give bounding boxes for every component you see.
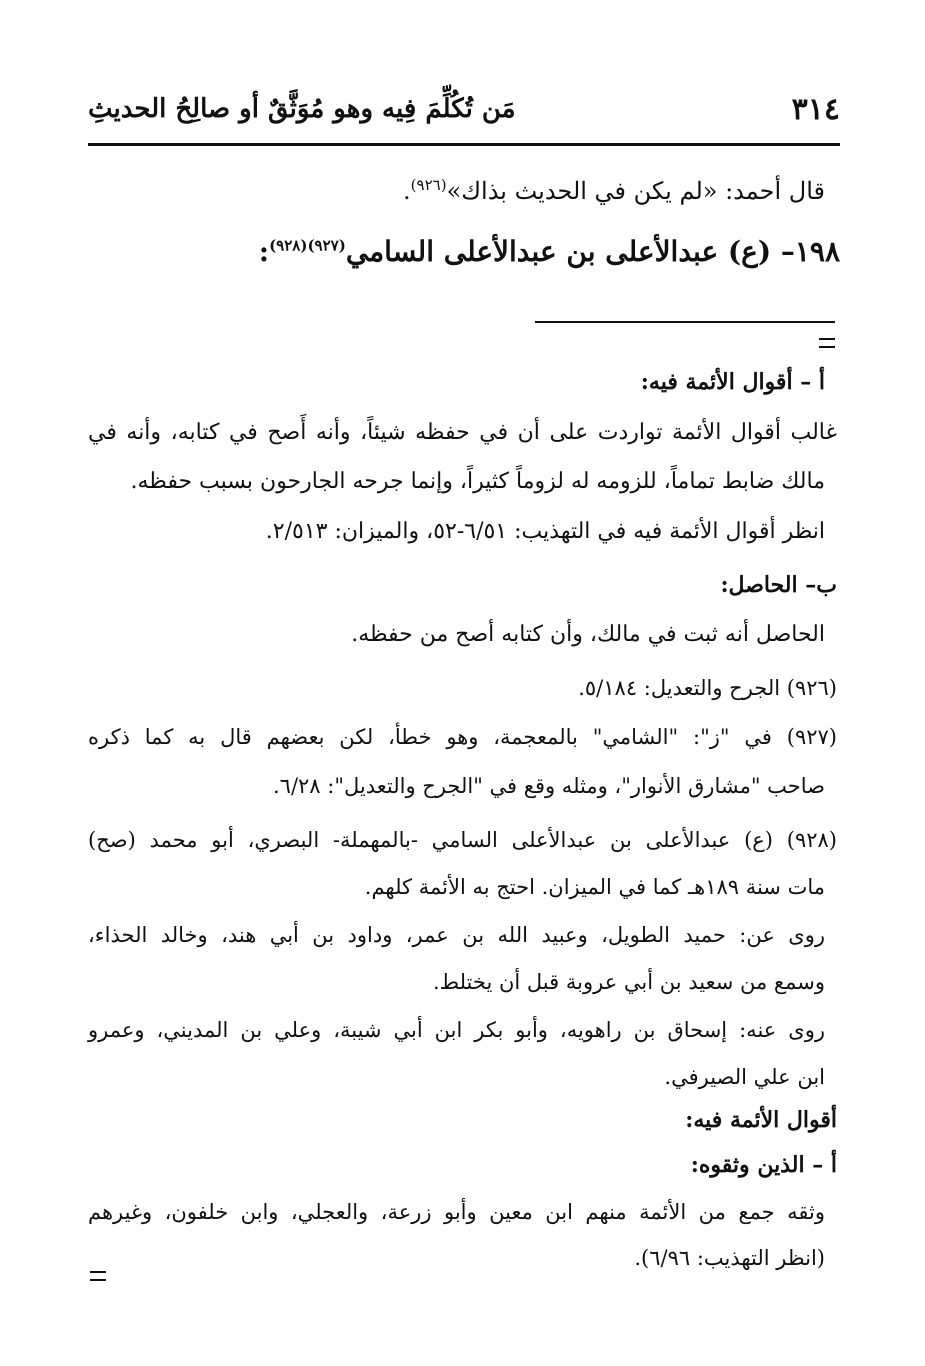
- footnote-927-line2: صاحب "مشارق الأنوار"، ومثله وقع في "الجرح والتعديل": ٦/٢٨.: [272, 774, 825, 798]
- footnote-separator: [535, 321, 835, 323]
- para1-line2: مالك ضابط تماماً، للزومه له لزوماً كثيراً، وإنما جرحه الجارحون بسبب حفظه.: [130, 469, 825, 494]
- para3-line2: (انظر التهذيب: ٦/٩٦).: [634, 1246, 825, 1270]
- footnote-928-line5: روى عنه: إسحاق بن راهويه، وأبو بكر ابن أبي شيبة، وعلي بن المديني، وعمرو: [88, 1018, 825, 1042]
- continuation-mark-top: [819, 338, 835, 348]
- para3-line1: وثقه جمع من الأئمة منهم ابن معين وأبو زرعة، والعجلي، وابن خلفون، وغيرهم: [88, 1200, 825, 1224]
- footnote-928-line3: روى عن: حميد الطويل، وعبيد الله بن عمر، وداود بن أبي هند، وخالد الحذاء،: [88, 923, 825, 947]
- header-rule: [88, 143, 840, 146]
- footnote-928-line6: ابن علي الصيرفي.: [664, 1065, 825, 1089]
- footnote-928-line1: (٩٢٨) (ع) عبدالأعلى بن عبدالأعلى السامي -بالمهملة- البصري، أبو محمد (صح): [88, 828, 837, 852]
- entry-heading-text: ١٩٨– (ع) عبدالأعلى بن عبدالأعلى السامي: [345, 235, 840, 268]
- footnote-928-line4: وسمع من سعيد بن أبي عروبة قبل أن يختلط.: [433, 970, 825, 994]
- heading-a: أ – أقوال الأئمة فيه:: [640, 369, 825, 395]
- entry-heading-end: :: [258, 235, 270, 268]
- footnote-926: (٩٢٦) الجرح والتعديل: ٥/١٨٤.: [578, 676, 837, 700]
- running-title: مَن تُكُلِّمَ فِيه وهو مُوَثَّقٌ أو صالِحُ الحديثِ: [88, 94, 516, 124]
- heading-d: أ – الذين وثقوه:: [690, 1152, 837, 1178]
- footnote-927-line1: (٩٢٧) في "ز": "الشامي" بالمعجمة، وهو خطأ، لكن بعضهم قال به كما ذكره: [88, 725, 837, 749]
- heading-c: أقوال الأئمة فيه:: [685, 1107, 837, 1133]
- entry-footnote-refs: (٩٢٧)(٩٢٨): [269, 236, 346, 255]
- para1-line3: انظر أقوال الأئمة فيه في التهذيب: ٦/٥١-٥٢، والميزان: ٢/٥١٣.: [265, 519, 825, 544]
- entry-heading: [85, 235, 840, 268]
- para2: الحاصل أنه ثبت في مالك، وأن كتابه أصح من حفظه.: [351, 622, 825, 647]
- para1-line1: غالب أقوال الأئمة تواردت على أن في حفظه شيئاً، وأنه أَصح في كتابه، وأنه في: [88, 420, 837, 445]
- heading-b: ب– الحاصل:: [720, 572, 837, 598]
- quote-footnote-ref: (٩٢٦): [410, 176, 447, 194]
- ahmad-quote: [85, 170, 825, 206]
- page-header: [88, 88, 840, 134]
- page-number: ٣١٤: [791, 92, 840, 127]
- footnote-928-line2: مات سنة ١٨٩هـ كما في الميزان. احتج به الأئمة كلهم.: [364, 875, 825, 899]
- continuation-mark-bottom: [90, 1271, 106, 1281]
- quote-text: قال أحمد: «لم يكن في الحديث بذاك»: [446, 177, 825, 205]
- quote-end: .: [403, 177, 411, 205]
